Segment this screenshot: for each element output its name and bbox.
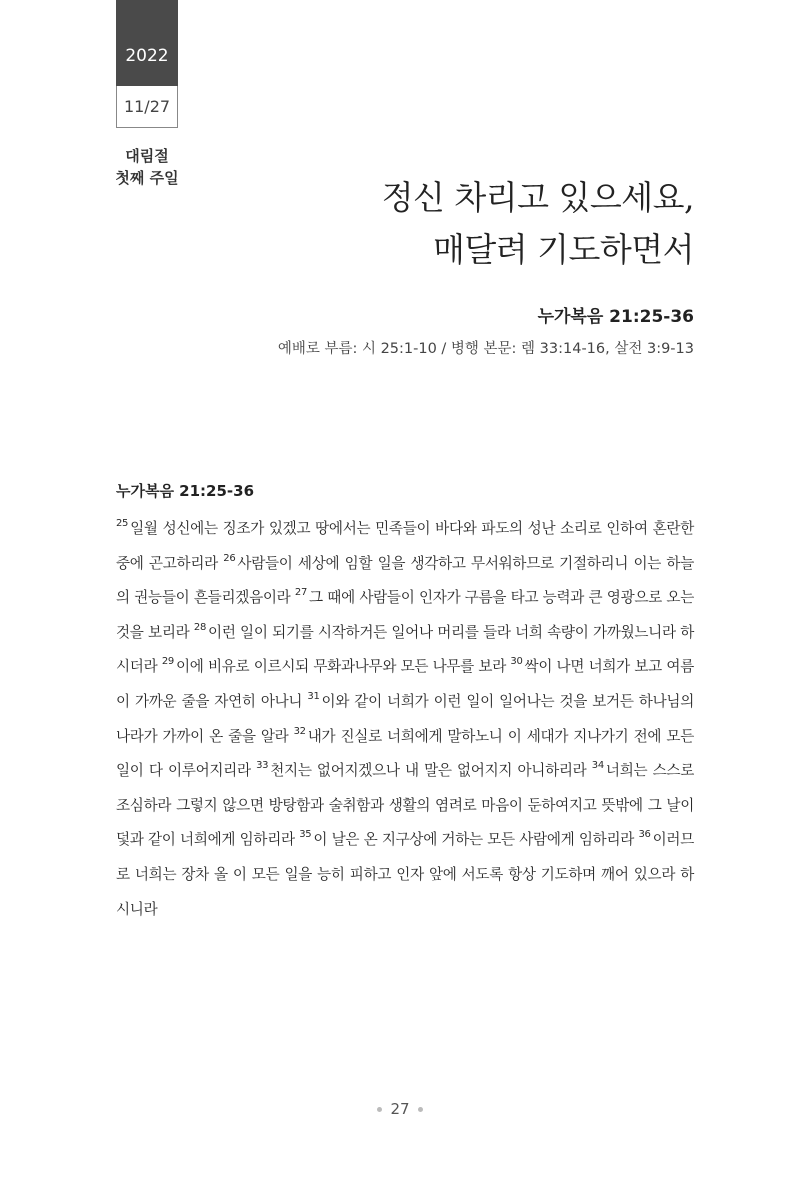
verse-text: 그 때에 사람들이 인자가 구름을 타고 능력과 큰 영광으로 오는 것을 보리라 — [116, 589, 695, 641]
scripture-reference: 누가복음 21:25-36 — [537, 307, 694, 327]
scripture-text — [116, 512, 694, 927]
verse-text: 이 날은 온 지구상에 거하는 모든 사람에게 임하리라 — [313, 831, 639, 849]
page-number: 27 — [390, 1100, 410, 1118]
verse — [256, 762, 592, 779]
verse-number: 27 — [294, 587, 308, 599]
verse-number: 28 — [193, 621, 207, 633]
title-line-2: 매달려 기도하면서 — [432, 230, 694, 269]
verse-number: 29 — [161, 656, 174, 668]
verse-number: 31 — [307, 690, 320, 702]
date-year: 2022 — [116, 0, 178, 86]
verse-text: 이러므로 너희는 장차 올 이 모든 일을 능히 피하고 인자 앞에 서도록 항상 기도하며 깨어 있으라 하시니라 — [116, 831, 694, 918]
verse-number: 34 — [591, 760, 604, 772]
title-line-1: 정신 차리고 있으세요, — [381, 178, 694, 217]
page-title — [382, 172, 694, 276]
scripture-heading: 누가복음 21:25-36 — [116, 482, 255, 500]
verse-number: 30 — [510, 656, 523, 668]
verse — [299, 831, 638, 848]
page-footer — [0, 1100, 800, 1118]
verse-text: 사람들이 세상에 임할 일을 생각하고 무서워하므로 기절하리니 이는 하늘의 권능들이 흔들리겠음이라 — [116, 554, 694, 607]
verse-number: 26 — [223, 552, 236, 564]
dot-icon — [377, 1107, 382, 1112]
date-day: 11/27 — [116, 86, 178, 128]
verse-text: 이와 같이 너희가 이런 일이 일어나는 것을 보거든 하나님의 나라가 가까이 온 줄을 알라 — [116, 692, 694, 745]
verse-number: 35 — [299, 829, 312, 841]
verse-text: 너희는 스스로 조심하라 그렇지 않으면 방탕함과 술취함과 생활의 염려로 마음이 둔하여지고 뜻밖에 그 날이 덫과 같이 너희에게 임하리라 — [116, 762, 694, 849]
date-tab — [116, 0, 178, 128]
verse-number: 33 — [256, 760, 269, 772]
liturgical-season — [100, 145, 194, 189]
worship-readings: 예배로 부름: 시 25:1-10 / 병행 본문: 렘 33:14-16, 살전 3:9-13 — [277, 341, 694, 357]
dot-icon — [418, 1107, 423, 1112]
verse-text: 이에 비유로 이르시되 무화과나무와 모든 나무를 보라 — [175, 658, 511, 676]
verse-number: 36 — [638, 829, 651, 841]
verse-text: 싹이 나면 너희가 보고 여름이 가까운 줄을 자연히 아나니 — [116, 658, 694, 710]
verse — [162, 658, 511, 675]
verse-text: 이런 일이 되기를 시작하거든 일어나 머리를 들라 너희 속량이 가까웠느니라 하시더라 — [116, 623, 694, 676]
verse-number: 25 — [116, 518, 129, 529]
verse-text: 천지는 없어지겠으나 내 말은 없어지지 아니하리라 — [270, 762, 592, 780]
verse-text: 내가 진실로 너희에게 말하노니 이 세대가 지나가기 전에 모든 일이 다 이루어지리라 — [116, 727, 694, 780]
season-line-2: 첫째 주일 — [115, 169, 179, 187]
verse-text: 일월 성신에는 징조가 있겠고 땅에서는 민족들이 바다와 파도의 성난 소리로 인하여 혼란한 중에 곤고하리라 — [116, 520, 694, 572]
verse-number: 32 — [293, 725, 306, 737]
season-line-1: 대림절 — [125, 147, 169, 165]
